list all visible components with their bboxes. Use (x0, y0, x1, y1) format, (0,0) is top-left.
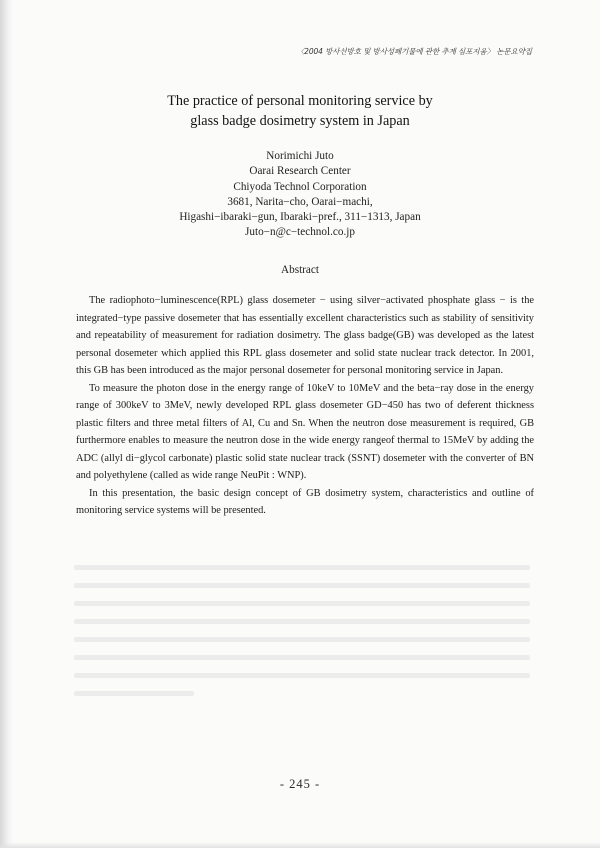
author-email: Juto−n@c−technol.co.jp (245, 226, 355, 239)
abstract-body (76, 292, 534, 520)
address-line-1: 3681, Narita−cho, Oarai−machi, (227, 195, 373, 208)
title-line-1: The practice of personal monitoring service by (167, 93, 433, 109)
scan-bottom-edge-shadow (0, 842, 600, 848)
abstract-paragraph-3: In this presentation, the basic design concept of GB dosimetry system, characteristics and outline of monitoring service systems will be presented. (76, 487, 534, 516)
affiliation-line-1: Oarai Research Center (249, 165, 351, 178)
title-line-2: glass badge dosimetry system in Japan (190, 113, 410, 129)
abstract-paragraph-2: To measure the photon dose in the energy range of 10keV to 10MeV and the beta−ray dose in the energy range of 300keV to 3MeV, newly developed RPL glass dosemeter GD−450 has two of deferent thickness plastic filters and three metal filters of Al, Cu and Sn. When the neutron dose measurement is required, GB furthermore enables to measure the neutron dose in the wide energy rangeof thermal to 15MeV by adding the ADC (allyl di−glycol carbonate) plastic solid state nuclear track (SSNT) dosemeter with the converter of BN and polyethylene (called as wide range NeuPit : WNP). (76, 382, 534, 481)
abstract-heading: Abstract (281, 264, 319, 276)
author-name: Norimichi Juto (266, 150, 334, 162)
page-number: - 245 - (279, 777, 321, 791)
author-block (0, 149, 600, 241)
running-header: 〈2004 방사선방호 및 방사성폐기물에 관한 추계 심포지움〉 논문요약집 (296, 47, 532, 56)
affiliation-line-2: Chiyoda Technol Corporation (233, 180, 367, 193)
abstract-paragraph-1: The radiophoto−luminescence(RPL) glass dosemeter − using silver−activated phosphate glass − is the integrated−type passive dosemeter that has essentially excellent characteristics such as stability of sensitivity and repeatability of measurement for radiation dosimetry. The glass badge(GB) was developed as the latest personal dosemeter which applied this RPL glass dosemeter and solid state nuclear track detector. In 2001, this GB has been introduced as the major personal dosemeter for personal monitoring service in Japan. (76, 295, 534, 376)
paper-title (0, 91, 600, 131)
address-line-2: Higashi−ibaraki−gun, Ibaraki−pref., 311−1313, Japan (179, 211, 421, 224)
